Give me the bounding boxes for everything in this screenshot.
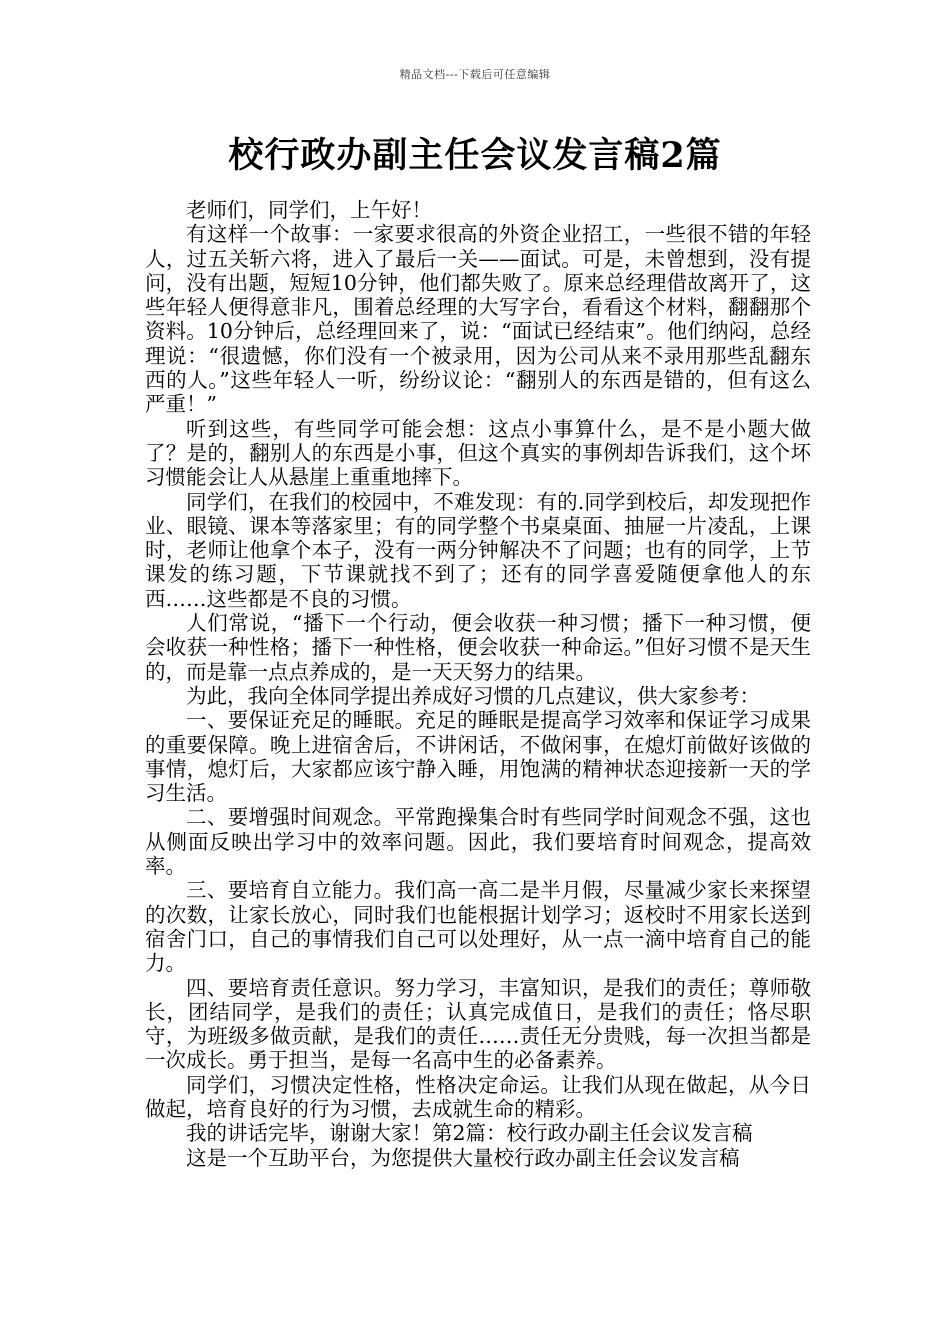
document-body bbox=[145, 198, 811, 1170]
paragraph-suggestion-1: 一、要保证充足的睡眠。充足的睡眠是提高学习效率和保证学习成果的重要保障。晚上进宿舍后，不讲闲话，不做闲事，在熄灯前做好该做的事情，熄灯后，大家都应该宁静入睡，用饱满的精神状态迎接新一天的学习生活。 bbox=[145, 708, 811, 806]
document-title: 校行政办副主任会议发言稿2篇 bbox=[228, 135, 722, 176]
paragraph-story: 有这样一个故事：一家要求很高的外资企业招工，一些很不错的年轻人，过五关斩六将，进入了最后一关——面试。可是，未曾想到，没有提问，没有出题，短短10分钟，他们都失败了。原来总经理借故离开了，这些年轻人便得意非凡，围着总经理的大写字台，看看这个材料，翻翻那个资料。10分钟后，总经理回来了，说：“面试已经结束”。他们纳闷，总经理说：“很遗憾，你们没有一个被录用，因为公司从来不录用那些乱翻东西的人。”这些年轻人一听，纷纷议论：“翻别人的东西是错的，但有这么严重！” bbox=[145, 222, 811, 417]
paragraph-suggestion-2: 二、要增强时间观念。平常跑操集合时有些同学时间观念不强，这也从侧面反映出学习中的效率问题。因此，我们要培育时间观念，提高效率。 bbox=[145, 805, 811, 879]
header-note: 精品文档---下载后可任意编辑 bbox=[399, 68, 551, 81]
paragraph-platform-note: 这是一个互助平台，为您提供大量校行政办副主任会议发言稿 bbox=[186, 1145, 740, 1170]
paragraph-suggestions-intro: 为此，我向全体同学提出养成好习惯的几点建议，供大家参考： bbox=[186, 683, 760, 708]
paragraph-closing: 我的讲话完毕，谢谢大家！第2篇：校行政办副主任会议发言稿 bbox=[186, 1121, 753, 1146]
paragraph-saying: 人们常说，“播下一个行动，便会收获一种习惯；播下一种习惯，便会收获一种性格；播下一种性格，便会收获一种命运。”但好习惯不是天生的，而是靠一点点养成的，是一天天努力的结果。 bbox=[145, 611, 811, 684]
paragraph-conclusion: 同学们，习惯决定性格，性格决定命运。让我们从现在做起，从今日做起，培育良好的行为习惯，去成就生命的精彩。 bbox=[145, 1072, 811, 1121]
paragraph-greeting: 老师们，同学们，上午好！ bbox=[186, 198, 432, 222]
paragraph-reflection: 听到这些，有些同学可能会想：这点小事算什么，是不是小题大做了？是的，翻别人的东西是小事，但这个真实的事例却告诉我们，这个坏习惯能会让人从悬崖上重重地摔下。 bbox=[145, 416, 811, 490]
paragraph-suggestion-3: 三、要培育自立能力。我们高一高二是半月假，尽量减少家长来探望的次数，让家长放心，同时我们也能根据计划学习；返校时不用家长送到宿舍门口，自己的事情我们自己可以处理好，从一点一滴中培育自己的能力。 bbox=[145, 878, 811, 976]
paragraph-bad-habits: 同学们，在我们的校园中，不难发现：有的.同学到校后，却发现把作业、眼镜、课本等落家里；有的同学整个书桌桌面、抽屉一片凌乱，上课时，老师让他拿个本子，没有一两分钟解决不了问题；也有的同学，上节课发的练习题，下节课就找不到了；还有的同学喜爱随便拿他人的东西……这些都是不良的习惯。 bbox=[145, 489, 811, 611]
paragraph-suggestion-4: 四、要培育责任意识。努力学习，丰富知识，是我们的责任；尊师敬长，团结同学，是我们的责任；认真完成值日，是我们的责任；恪尽职守，为班级多做贡献，是我们的责任……责任无分贵贱，每一次担当都是一次成长。勇于担当，是每一名高中生的必备素养。 bbox=[145, 975, 811, 1073]
